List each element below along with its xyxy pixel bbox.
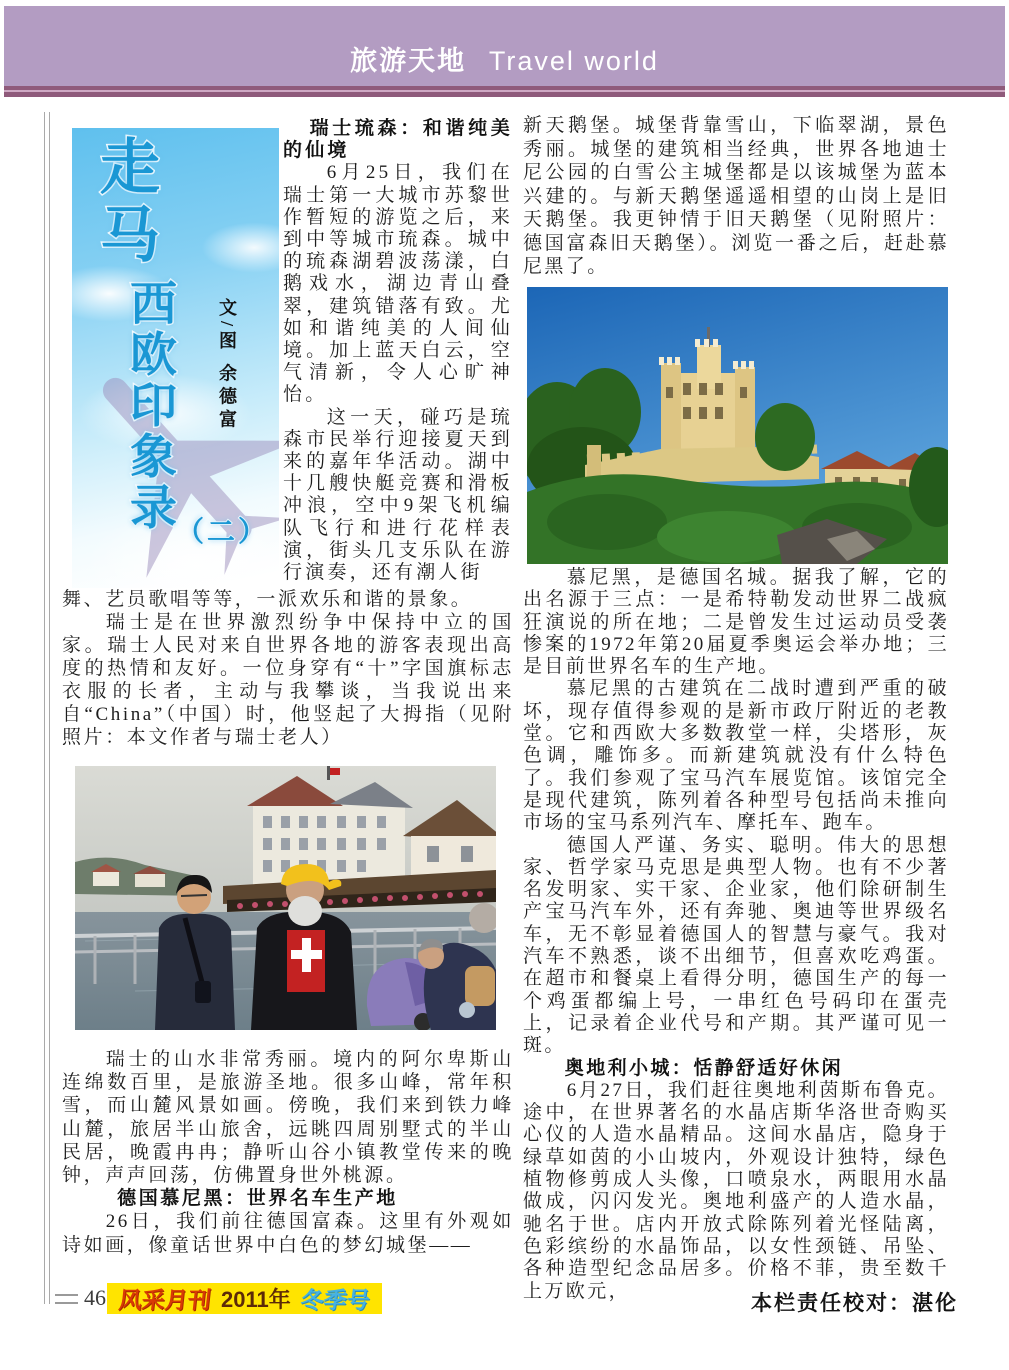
proofread-credit: 本栏责任校对：湛伦 xyxy=(751,1292,958,1315)
paragraph: 26日，我们前往德国富森。这里有外观如诗如画，像童话世界中白色的梦幻城堡—— xyxy=(62,1211,514,1256)
stripe-dark-bottom xyxy=(4,92,1005,97)
footer-rule-icon xyxy=(55,1294,78,1304)
column-right-top xyxy=(523,114,949,279)
heading-lucerne: 瑞士琉森：和谐纯美的仙境 xyxy=(283,118,513,162)
lucerne-lake-scene xyxy=(75,766,496,1030)
paragraph: 慕尼黑的古建筑在二战时遭到严重的破坏，现存值得参观的是新市政厅附近的老教堂。它和西欧大多数教堂一样，尖塔形，灰色调，雕饰多。而新建筑就没有什么特色了。我们参观了宝马汽车展览馆。该馆完全是现代建筑，陈列着各种型号包括尚未推向市场的宝马系列汽车、摩托车、跑车。 xyxy=(523,678,949,834)
paragraph: 6月25日，我们在瑞士第一大城市苏黎世作暂短的游览之后，来到中等城市琉森。城中的琉森湖碧波荡漾，白鹅戏水，湖边青山叠翠，建筑错落有致。尤如和谐纯美的人间仙境。加上蓝天白云，空气清新，令人心旷神怡。 xyxy=(283,162,513,406)
paragraph: 舞、艺员歌唱等等，一派欢乐和谐的景象。 xyxy=(62,589,473,610)
left-margin-rule xyxy=(44,112,50,1304)
heading-munich: 德国慕尼黑：世界名车生产地 xyxy=(117,1188,398,1210)
header-band xyxy=(4,6,1005,86)
section-title-en: Travel world xyxy=(488,46,659,76)
paragraph: 瑞士是在世界激烈纷争中保持中立的国家。瑞士人民对来自世界各地的游客表现出高度的热情和友好。一位身穿有“十”字国旗标志衣服的长者，主动与我攀谈，当我说出来自“China”（中国）时，他竖起了大拇指（见附照片：本文作者与瑞士老人） xyxy=(62,612,514,748)
paragraph: 这一天，碰巧是琉森市民举行迎接夏天到来的嘉年华活动。湖中十几艘快艇竞赛和滑板冲浪，空中9架飞机编队飞行和进行花样表演，街头几支乐队在游行演奏，还有潮人街 xyxy=(283,406,513,584)
paragraph: 6月27日，我们赶往奥地利茵斯布鲁克。途中，在世界著名的水晶店斯华洛世奇购买心仪的人造水晶精品。这间水晶店，隐身于绿草如茵的小山坡内，外观设计独特，绿色植物修剪成人头像，口喷泉水，两眼用水晶做成，闪闪发光。奥地利盛产的人造水晶，驰名于世。店内开放式除陈列着光怪陆离，色彩缤纷的水晶饰品，以女性颈链、吊坠、各种造型纪念品居多。价格不菲，贵至数千上万欧元， xyxy=(523,1079,949,1302)
heading-austria: 奥地利小城：恬静舒适好休闲 xyxy=(564,1057,843,1079)
magazine-year: 2011年 xyxy=(221,1287,291,1312)
magazine-badge xyxy=(107,1283,382,1314)
magazine-name: 风采月刊 xyxy=(117,1288,213,1313)
paragraph: 瑞士的山水非常秀丽。境内的阿尔卑斯山连绵数百里，是旅游圣地。很多山峰，常年积雪，而山麓风景如画。傍晚，我们来到铁力峰山麓，旅居半山旅舍，远眺四周别墅式的半山民居，晚霞冉冉；静听山谷小镇教堂传来的晚钟，声声回荡，仿佛置身世外桃源。 xyxy=(62,1049,514,1187)
title-suffix: （二） xyxy=(176,516,270,547)
left-lower-text xyxy=(62,1048,514,1257)
page-number: 46 xyxy=(84,1285,106,1310)
section-title-cn: 旅游天地 xyxy=(350,46,467,76)
section-title xyxy=(350,39,659,78)
hohenschwangau-castle-photo xyxy=(527,287,948,564)
paragraph: 新天鹅堡。城堡背靠雪山，下临翠湖，景色秀丽。城堡的建筑相当经典，世界各地迪士尼公园的白雪公主城堡都是以该城堡为蓝本兴建的。与新天鹅堡遥遥相望的山岗上是旧天鹅堡。我更钟情于旧天鹅堡（见附照片：德国富森旧天鹅堡）。浏览一番之后，赶赴慕尼黑了。 xyxy=(523,115,949,277)
left-fullwidth-text xyxy=(62,588,514,749)
header-stripe xyxy=(4,86,1005,97)
column-right-main xyxy=(523,567,949,1303)
magazine-issue: 冬季号 xyxy=(298,1288,372,1313)
author-with-swiss-elder-photo xyxy=(75,766,496,1030)
article-title-art xyxy=(72,128,279,588)
mid-tree xyxy=(755,403,815,471)
column-middle xyxy=(283,118,513,586)
castle-scene xyxy=(527,287,948,564)
paragraph: 德国人严谨、务实、聪明。伟大的思想家、哲学家马克思是典型人物。也有不少著名发明家、实干家、企业家，他们除研制生产宝马汽车外，还有奔驰、奥迪等世界级名车，无不彰显着德国人的智慧与豪气。我对汽车不熟悉，谈不出细节，但喜欢吃鸡蛋。在超市和餐桌上看得分明，德国生产的每一个鸡蛋都编上号，一串红色号码印在蛋壳上，记录着企业代号和产期。其严谨可见一斑。 xyxy=(523,834,949,1057)
paragraph: 慕尼黑，是德国名城。据我了解，它的出名源于三点：一是希特勒发动世界二战疯狂演说的所在地；二是曾发生过运动员受袭惨案的1972年第20届夏季奥运会举办地；三是目前世界名车的生产地。 xyxy=(523,567,949,678)
author-credit: 文/图 余德富 xyxy=(217,298,237,433)
title-chars-xiou: 西欧印象录 xyxy=(130,277,177,534)
title-chars-zouma: 走马 xyxy=(100,134,160,269)
